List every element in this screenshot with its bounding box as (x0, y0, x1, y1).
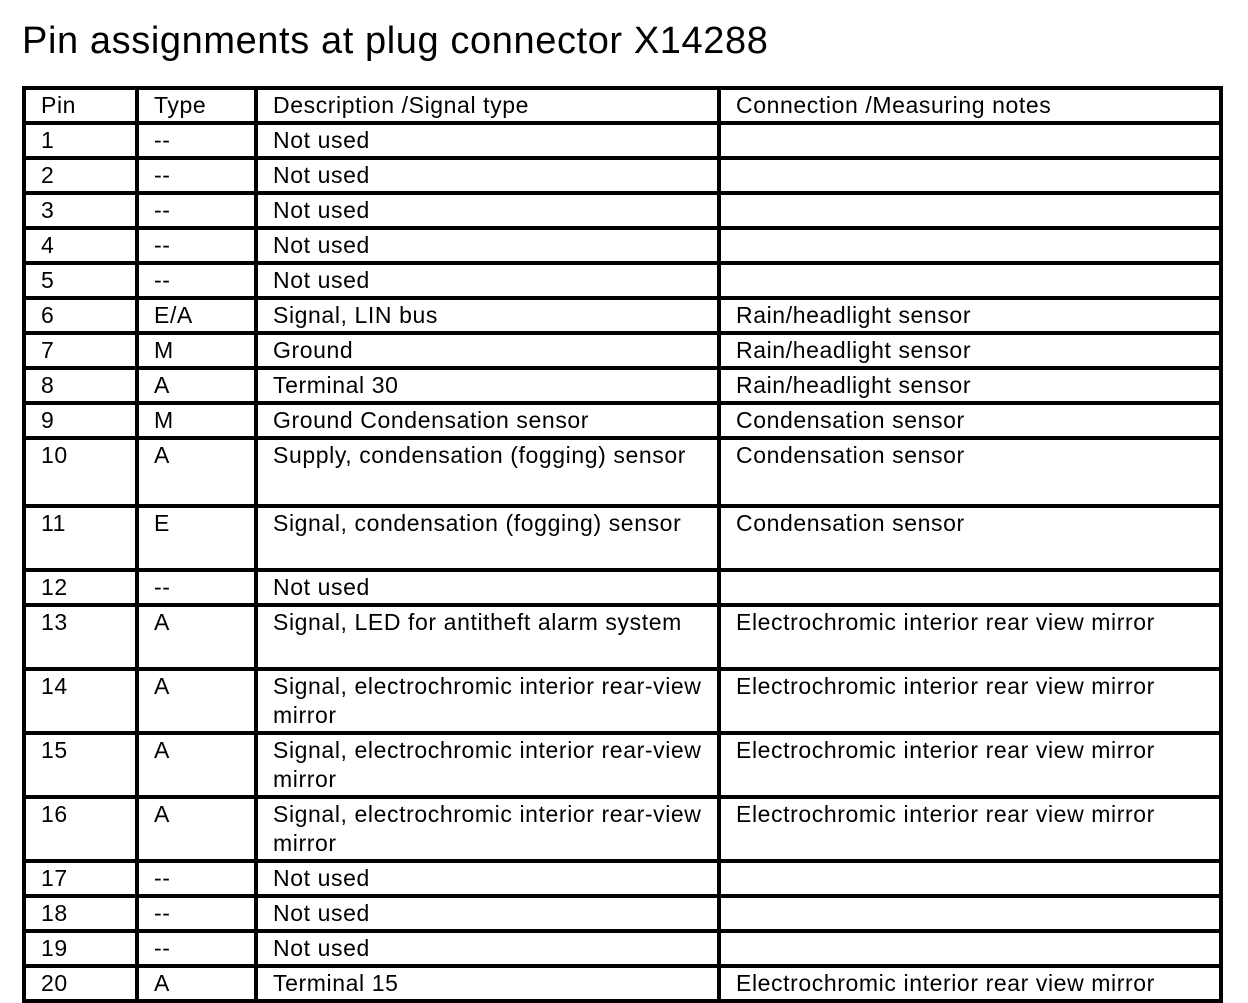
description-cell: Not used (256, 931, 719, 966)
connection-cell: Electrochromic interior rear view mirror (719, 733, 1221, 797)
table-row (24, 733, 1221, 797)
pin-cell: 10 (24, 438, 137, 506)
type-cell: A (137, 797, 256, 861)
table-row (24, 368, 1221, 403)
type-cell: -- (137, 193, 256, 228)
connection-cell: Electrochromic interior rear view mirror (719, 966, 1221, 1001)
table-row (24, 333, 1221, 368)
connection-cell (719, 896, 1221, 931)
connection-cell (719, 931, 1221, 966)
table-row (24, 966, 1221, 1001)
table-row (24, 570, 1221, 605)
pin-cell: 12 (24, 570, 137, 605)
table-row (24, 298, 1221, 333)
table-row (24, 669, 1221, 733)
pin-cell: 17 (24, 861, 137, 896)
connection-cell: Rain/headlight sensor (719, 333, 1221, 368)
type-cell: -- (137, 861, 256, 896)
pin-cell: 13 (24, 605, 137, 669)
description-cell: Not used (256, 193, 719, 228)
pin-cell: 1 (24, 123, 137, 158)
connection-cell: Rain/headlight sensor (719, 298, 1221, 333)
pin-cell: 16 (24, 797, 137, 861)
description-cell: Terminal 15 (256, 966, 719, 1001)
table-row (24, 403, 1221, 438)
table-header-row (24, 88, 1221, 123)
type-cell: A (137, 733, 256, 797)
connection-cell (719, 570, 1221, 605)
type-cell: A (137, 966, 256, 1001)
pin-cell: 8 (24, 368, 137, 403)
table-row (24, 228, 1221, 263)
type-cell: A (137, 605, 256, 669)
table-row (24, 123, 1221, 158)
column-header-connection: Connection /Measuring notes (719, 88, 1221, 123)
column-header-pin: Pin (24, 88, 137, 123)
type-cell: E (137, 506, 256, 570)
connection-cell: Electrochromic interior rear view mirror (719, 797, 1221, 861)
pin-cell: 2 (24, 158, 137, 193)
column-header-description: Description /Signal type (256, 88, 719, 123)
table-row (24, 861, 1221, 896)
table-row (24, 931, 1221, 966)
connection-cell (719, 263, 1221, 298)
type-cell: -- (137, 123, 256, 158)
connection-cell: Condensation sensor (719, 506, 1221, 570)
pin-cell: 4 (24, 228, 137, 263)
table-row (24, 158, 1221, 193)
description-cell: Not used (256, 228, 719, 263)
description-cell: Signal, LIN bus (256, 298, 719, 333)
description-cell: Terminal 30 (256, 368, 719, 403)
connection-cell (719, 228, 1221, 263)
description-cell: Signal, LED for antitheft alarm system (256, 605, 719, 669)
type-cell: M (137, 333, 256, 368)
connection-cell (719, 158, 1221, 193)
table-row (24, 263, 1221, 298)
type-cell: -- (137, 570, 256, 605)
type-cell: -- (137, 931, 256, 966)
type-cell: -- (137, 158, 256, 193)
pin-cell: 6 (24, 298, 137, 333)
pin-cell: 20 (24, 966, 137, 1001)
pin-cell: 7 (24, 333, 137, 368)
description-cell: Supply, condensation (fogging) sensor (256, 438, 719, 506)
connection-cell (719, 123, 1221, 158)
table-row (24, 438, 1221, 506)
pin-cell: 5 (24, 263, 137, 298)
type-cell: E/A (137, 298, 256, 333)
description-cell: Signal, electrochromic interior rear-view mirror (256, 733, 719, 797)
connection-cell: Condensation sensor (719, 403, 1221, 438)
connection-cell (719, 193, 1221, 228)
pin-assignment-table (22, 86, 1223, 1003)
table-row (24, 193, 1221, 228)
type-cell: A (137, 368, 256, 403)
description-cell: Not used (256, 263, 719, 298)
pin-cell: 3 (24, 193, 137, 228)
description-cell: Ground (256, 333, 719, 368)
description-cell: Not used (256, 123, 719, 158)
pin-cell: 14 (24, 669, 137, 733)
description-cell: Not used (256, 570, 719, 605)
table-row (24, 605, 1221, 669)
pin-cell: 9 (24, 403, 137, 438)
type-cell: -- (137, 263, 256, 298)
type-cell: A (137, 669, 256, 733)
description-cell: Signal, condensation (fogging) sensor (256, 506, 719, 570)
page-title: Pin assignments at plug connector X14288 (22, 20, 769, 62)
description-cell: Ground Condensation sensor (256, 403, 719, 438)
description-cell: Not used (256, 158, 719, 193)
table-row (24, 506, 1221, 570)
type-cell: -- (137, 896, 256, 931)
pin-cell: 18 (24, 896, 137, 931)
column-header-type: Type (137, 88, 256, 123)
type-cell: A (137, 438, 256, 506)
connection-cell: Rain/headlight sensor (719, 368, 1221, 403)
connection-cell: Electrochromic interior rear view mirror (719, 669, 1221, 733)
description-cell: Signal, electrochromic interior rear-view mirror (256, 797, 719, 861)
connection-cell (719, 861, 1221, 896)
pin-cell: 19 (24, 931, 137, 966)
type-cell: M (137, 403, 256, 438)
connection-cell: Electrochromic interior rear view mirror (719, 605, 1221, 669)
description-cell: Not used (256, 861, 719, 896)
connection-cell: Condensation sensor (719, 438, 1221, 506)
table-row (24, 797, 1221, 861)
type-cell: -- (137, 228, 256, 263)
table-row (24, 896, 1221, 931)
pin-cell: 11 (24, 506, 137, 570)
pin-cell: 15 (24, 733, 137, 797)
description-cell: Not used (256, 896, 719, 931)
description-cell: Signal, electrochromic interior rear-view mirror (256, 669, 719, 733)
